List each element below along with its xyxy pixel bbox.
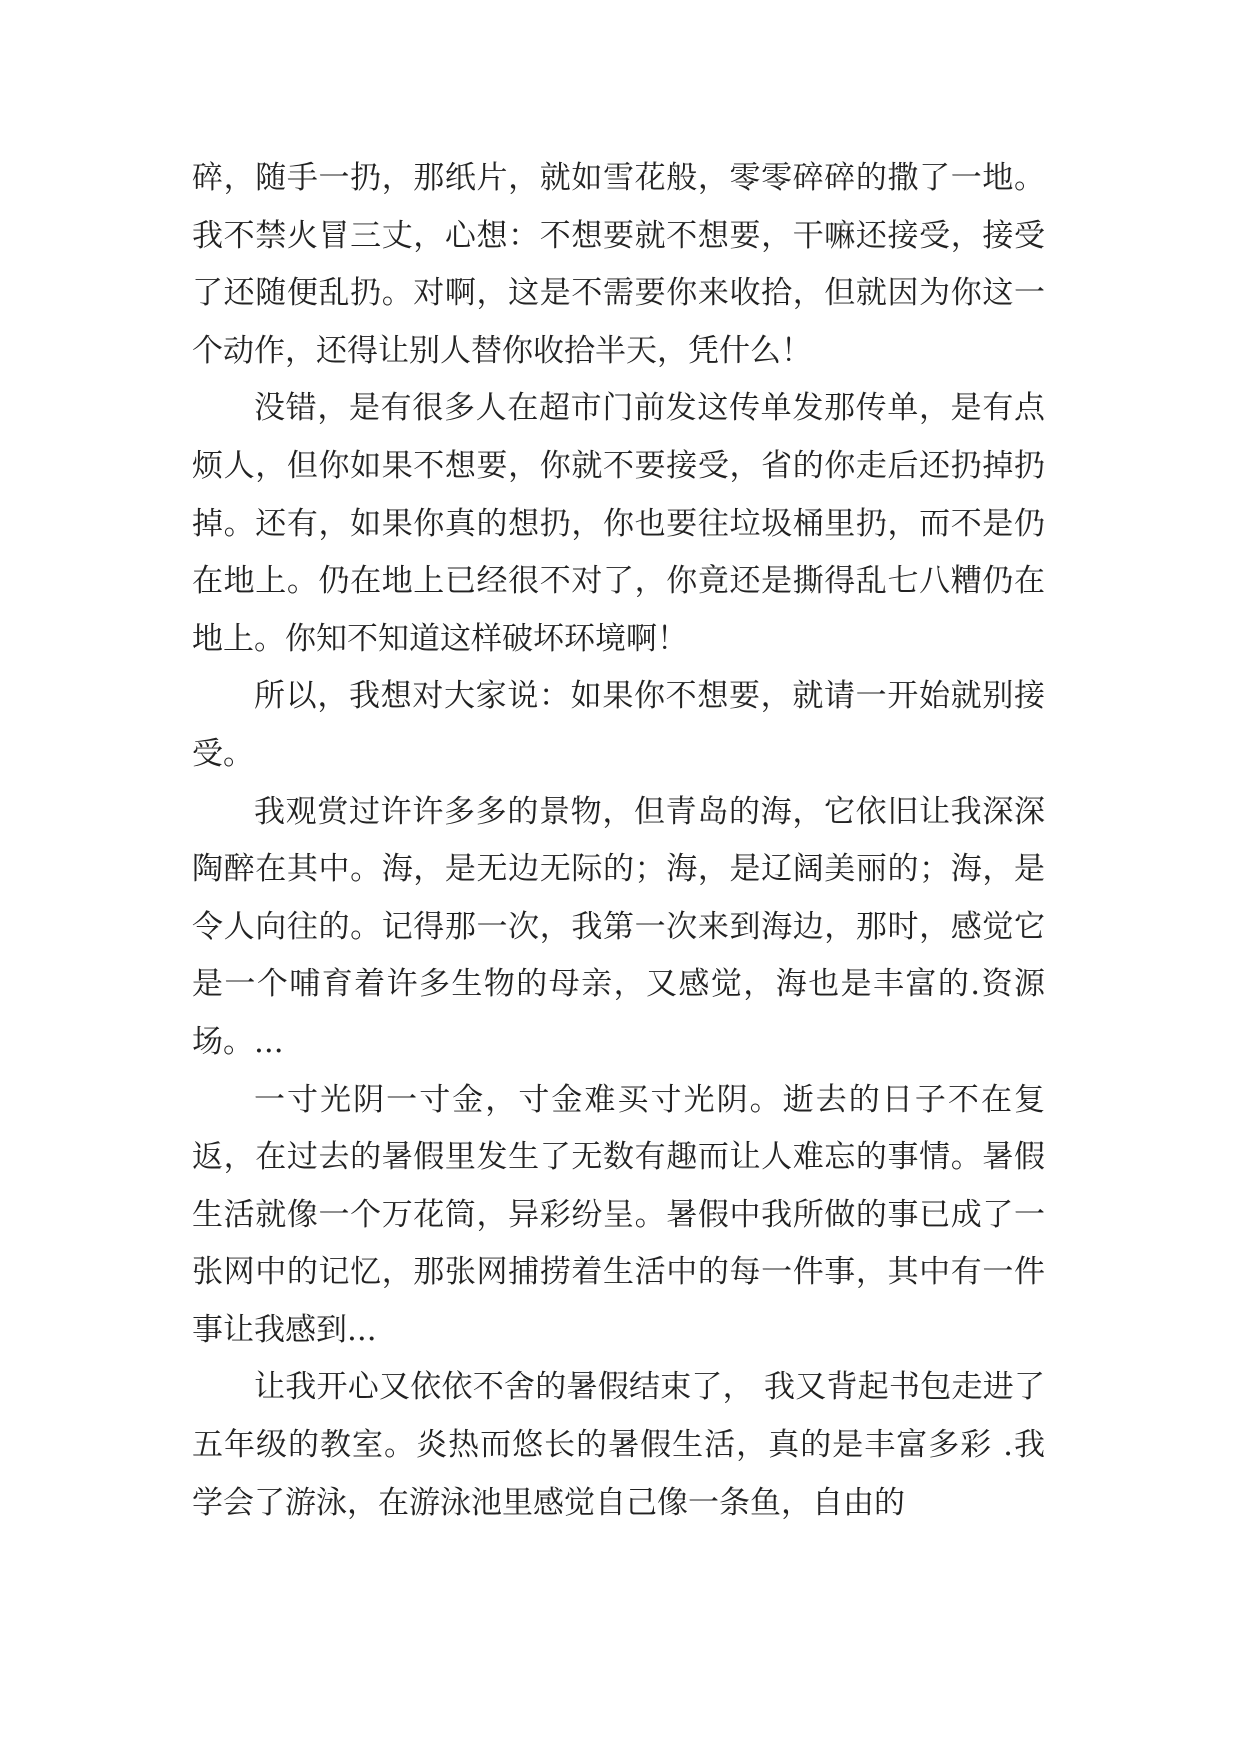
- paragraph-1: 碎，随手一扔，那纸片，就如雪花般，零零碎碎的撒了一地。我不禁火冒三丈，心想：不想要就不想要，干嘛还接受，接受了还随便乱扔。对啊，这是不需要你来收拾，但就因为你这一个动作，还得让别人替你收拾半天，凭什么！: [192, 160, 1045, 369]
- document-page: [192, 150, 1045, 1532]
- paragraph-4: 我观赏过许许多多的景物，但青岛的海，它依旧让我深深陶醉在其中。海，是无边无际的；海，是辽阔美丽的；海，是令人向往的。记得那一次，我第一次来到海边，那时，感觉它是一个哺育着许多生物的母亲，又感觉，海也是丰富的.资源场。...: [192, 793, 1045, 1060]
- paragraph-5: 一寸光阴一寸金，寸金难买寸光阴。逝去的日子不在复返，在过去的暑假里发生了无数有趣而让人难忘的事情。暑假生活就像一个万花筒，异彩纷呈。暑假中我所做的事已成了一张网中的记忆，那张网捕捞着生活中的每一件事，其中有一件事让我感到...: [192, 1081, 1045, 1348]
- paragraph-2: 没错，是有很多人在超市门前发这传单发那传单，是有点烦人，但你如果不想要，你就不要接受，省的你走后还扔掉扔掉。还有，如果你真的想扔，你也要往垃圾桶里扔，而不是仍在地上。仍在地上已经很不对了，你竟还是撕得乱七八糟仍在地上。你知不知道这样破坏环境啊！: [192, 390, 1045, 657]
- paragraph-6: 让我开心又依依不舍的暑假结束了， 我又背起书包走进了五年级的教室。炎热而悠长的暑假生活，真的是丰富多彩 .我学会了游泳，在游泳池里感觉自己像一条鱼，自由的: [192, 1369, 1045, 1521]
- paragraph-3: 所以，我想对大家说：如果你不想要，就请一开始就别接受。: [192, 678, 1045, 772]
